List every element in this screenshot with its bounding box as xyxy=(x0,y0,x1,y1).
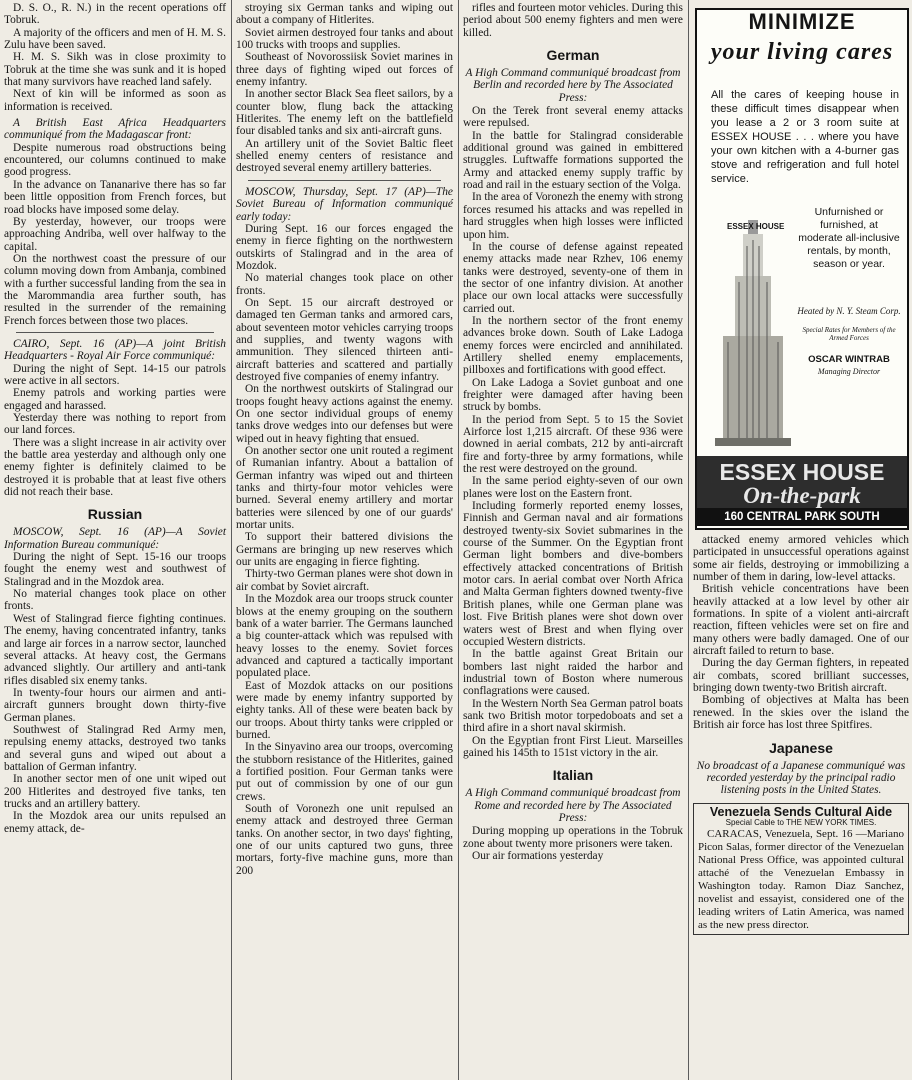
paragraph: In the period from Sept. 5 to 15 the Soviet Airforce lost 1,215 aircraft. Of these 936 were downed in aerial combats, 212 by anti-aircraft fire and forty-three by army formations, while the rest were destroyed on the ground. xyxy=(463,413,683,476)
paragraph: D. S. O., R. N.) in the recent operations off Tobruk. xyxy=(4,2,226,27)
dispatch-lead: A High Command communiqué broadcast from Berlin and recorded here by The Associated Press: xyxy=(465,67,681,104)
paragraph: During the night of Sept. 15-16 our troops fought the enemy west and southwest of Stalingrad and in the Mozdok area. xyxy=(4,551,226,588)
ad-banner-tagline: On-the-park xyxy=(743,483,861,508)
paragraph: In the same period eighty-seven of our own planes were lost on the Eastern front. xyxy=(463,475,683,500)
divider xyxy=(248,180,441,181)
paragraph: Our air formations yesterday xyxy=(472,850,604,862)
ad-tower-label: ESSEX HOUSE xyxy=(727,222,785,231)
ad-headline: MINIMIZE xyxy=(748,9,856,34)
ad-address: 160 CENTRAL PARK SOUTH xyxy=(697,508,907,526)
paragraph: On the Egyptian front First Lieut. Marseilles gained his 145th to 151st victory in the air. xyxy=(463,734,683,759)
section-heading-russian: Russian xyxy=(87,506,143,523)
paragraph: During mopping up operations in the Tobruk zone about twenty more prisoners were taken. xyxy=(463,825,683,850)
paragraph: By yesterday, however, our troops were approaching Andriba, well over halfway to the capital. xyxy=(4,215,226,253)
paragraph: No material changes took place on other fronts. xyxy=(236,272,453,297)
paragraph: rifles and fourteen motor vehicles. During this period about 500 enemy fighters and men were killed. xyxy=(463,2,683,39)
paragraph: Yesterday there was nothing to report from our land forces. xyxy=(4,412,226,437)
paragraph: attacked enemy armored vehicles which participated in unsuccessful operations against some air fields, destroying or immobilizing a number of them in daring, low-level attacks. xyxy=(693,534,909,584)
box-paragraph: CARACAS, Venezuela, Sept. 16 —Mariano Picon Salas, former director of the Venezuelan National Press Office, was appointed cultural attaché of the Venezuelan Embassy in Washington today. Ramon Diaz Sanchez, novelist and essayist, considered one of the leading writers of Latin America, was named as the new press director. xyxy=(698,827,904,931)
paragraph: H. M. S. Sikh was in close proximity to Tobruk at the time she was sunk and it is hoped that many survivors have reached land safely. xyxy=(4,51,226,89)
paragraph: In the northern sector of the front enemy advances broke down. South of Lake Ladoga enemy forces were encircled and annihilated. Artillery shelled enemy emplacements, pillboxes and fortifications with good effect. xyxy=(463,314,683,377)
paragraph: On Lake Ladoga a Soviet gunboat and one freighter were damaged after having been struck by bombs. xyxy=(463,376,683,414)
paragraph: A majority of the officers and men of H. M. S. Zulu have been saved. xyxy=(4,26,226,52)
paragraph: During the night of Sept. 14-15 our patrols were active in all sectors. xyxy=(4,362,226,387)
paragraph: Next of kin will be informed as soon as information is received. xyxy=(4,88,226,113)
paragraph: In the Sinyavino area our troops, overcoming the stubborn resistance of the Hitlerites, gained a fortified position. Four German tanks were put out of commission by one of our gun crews. xyxy=(236,741,453,803)
paragraph: British vehicle concentrations have been heavily attacked at a low level by other air formations. In spite of a violent anti-aircraft reaction, fifteen vehicles were set on fire and many others were badly damaged. One of our aircraft failed to return to base. xyxy=(693,583,909,658)
paragraph: In twenty-four hours our airmen and anti-aircraft gunners brought down thirty-five German planes. xyxy=(4,686,226,724)
paragraph: East of Mozdok attacks on our positions were made by enemy infantry supported by eighty tanks. All of these were beaten back by our troops. About thirty tanks were crippled or burned. xyxy=(236,679,453,741)
dispatch-lead: MOSCOW, Sept. 16 (AP)—A Soviet Information Bureau communiqué: xyxy=(4,526,226,551)
essex-house-advertisement xyxy=(695,8,909,530)
paragraph: On the Terek front several enemy attacks were repulsed. xyxy=(463,105,683,130)
column-3 xyxy=(458,0,686,1080)
paragraph: In the Western North Sea German patrol boats sank two British motor torpedoboats and set a third afire in a short naval skirmish. xyxy=(463,697,683,735)
dispatch-lead: MOSCOW, Thursday, Sept. 17 (AP)—The Soviet Bureau of Information communiqué early today: xyxy=(236,185,453,223)
paragraph: No material changes took place on other fronts. xyxy=(4,588,226,613)
section-heading-italian: Italian xyxy=(552,767,594,784)
paragraph: Southwest of Stalingrad Red Army men, repulsing enemy attacks, destroyed two tanks and several guns and wiped out about a battalion of German infantry. xyxy=(4,723,226,773)
box-credit: Special Cable to THE NEW YORK TIMES. xyxy=(725,817,877,827)
ad-subhead: your living cares xyxy=(710,39,894,65)
dispatch-lead: No broadcast of a Japanese communiqué was recorded yesterday by the principal radio listening posts in the United States. xyxy=(696,759,906,797)
paragraph: In the Mozdok area our troops struck counter blows at the enemy grouping on the southern bank of a water barrier. The Germans launched a big counter-attack which was repulsed with heavy losses to the enemy. Soviet forces advanced and captured a tactically important populated place. xyxy=(236,593,453,680)
paragraph: West of Stalingrad fierce fighting continues. The enemy, having concentrated infantry, tanks and large air forces in a narrow sector, launched several attacks. At heavy cost, the Germans advanced slightly. Our artillery and anti-tank rifles disabled six enemy tanks. xyxy=(4,612,226,687)
dispatch-lead: A High Command communiqué broadcast from Rome and recorded here by The Associated Press: xyxy=(465,787,681,824)
paragraph: During Sept. 16 our forces engaged the enemy in fierce fighting on the northwestern outskirts of Stalingrad and in the area of Mozdok. xyxy=(236,222,453,272)
paragraph: Southeast of Novorossiisk Soviet marines in three days of fighting wiped out forces of enemy infantry. xyxy=(236,51,453,89)
ad-manager-name: OSCAR WINTRAB xyxy=(808,354,890,365)
section-heading-japanese: Japanese xyxy=(769,739,833,756)
ad-special-rates: Special Rates for Members of the Armed Forces xyxy=(802,326,896,342)
paragraph: In the advance on Tananarive there has so far been little opposition from French forces, but road blocks have imposed some delay. xyxy=(4,178,226,216)
ad-body-text: All the cares of keeping house in these difficult times disappear when you lease a 2 or 3 room suite at ESSEX HOUSE . . . where you have your own kitchen with a 4-burner gas stove and refrigeration and full hotel service. xyxy=(711,89,899,185)
paragraph: In the area of Voronezh the enemy with strong forces resumed his attacks and was repelled in hard struggles when high losses were inflicted upon him. xyxy=(463,191,683,241)
paragraph: There was a slight increase in air activity over the battle area yesterday and although only one enemy fighter is definitely claimed to be destroyed it is probable that at least five others did not reach their base. xyxy=(4,436,226,499)
divider xyxy=(16,332,214,333)
paragraph: On the northwest outskirts of Stalingrad our troops fought heavy actions against the enemy. On one sector individual groups of enemy tanks drove wedges into our defenses but were wiped out in heavy fighting that ensued. xyxy=(236,383,453,445)
paragraph: Despite numerous road obstructions being encountered, our columns continued to make good progress. xyxy=(4,141,226,179)
venezuela-news-box xyxy=(693,803,909,935)
paragraph: An artillery unit of the Soviet Baltic fleet shelled enemy centers of resistance and destroyed several enemy artillery batteries. xyxy=(236,137,453,175)
dispatch-lead: CAIRO, Sept. 16 (AP)—A joint British Headquarters - Royal Air Force communiqué: xyxy=(4,337,226,363)
paragraph: Thirty-two German planes were shot down in air combat by Soviet aircraft. xyxy=(236,568,453,593)
ad-banner-name: ESSEX HOUSE xyxy=(719,459,885,485)
paragraph: South of Voronezh one unit repulsed an enemy attack and destroyed three German tanks. On another sector, in two days' fighting, one of our units captured two guns, three mortars, forty-five machine guns, more than 200 xyxy=(236,803,453,877)
paragraph: Bombing of objectives at Malta has been renewed. In the skies over the island the British air force has lost three Spitfires. xyxy=(693,694,909,732)
paragraph: In the course of defense against repeated enemy attacks made near Rzhev, 106 enemy tanks were destroyed, seventy-one of them in the sector of one infantry division. At another place our own local attacks were successfully carried out. xyxy=(463,240,683,315)
ad-rentals-text: Unfurnished or furnished, at moderate all-inclusive rentals, by month, season or year. xyxy=(798,206,900,270)
paragraph: On another sector one unit routed a regiment of Rumanian infantry. About a battalion of German infantry was wiped out and thirteen tanks and thirty-four motor vehicles were burned. Several enemy artillery and mortar batteries were silenced by one of our guards' mortar units. xyxy=(236,445,453,532)
paragraph: In the battle for Stalingrad considerable additional ground was gained in embittered struggles. Luftwaffe formations supported the Army and attacked enemy supply traffic by road and rail in the estuary section of the Volga. xyxy=(463,129,683,192)
box-headline: Venezuela Sends Cultural Aide xyxy=(709,804,893,819)
paragraph: Soviet airmen destroyed four tanks and about 100 trucks with troops and supplies. xyxy=(236,26,453,52)
skyscraper-illustration-icon xyxy=(715,216,791,446)
paragraph: In the Mozdok area our units repulsed an enemy attack, de- xyxy=(4,810,226,835)
paragraph: In another sector Black Sea fleet sailors, by a counter blow, flung back the attacking Hitlerites. The enemy left on the battlefield four disabled tanks and six anti-aircraft guns. xyxy=(236,88,453,138)
ad-heated-text: Heated by N. Y. Steam Corp. xyxy=(797,306,901,316)
column-4 xyxy=(688,0,912,1080)
paragraph: stroying six German tanks and wiping out about a company of Hitlerites. xyxy=(236,2,453,27)
paragraph: On the northwest coast the pressure of our column moving down from Ambanja, combined with a further successful landing from the sea in the Marommandia area further south, has resulted in the surrender of the remaining French forces between those two places. xyxy=(4,252,226,327)
paragraph: During the day German fighters, in repeated air combats, scored brilliant successes, bringing down twenty-two British aircraft. xyxy=(693,657,909,695)
paragraph: In another sector men of one unit wiped out 200 Hitlerites and destroyed five tanks, ten trucks and an artillery battery. xyxy=(4,773,226,810)
paragraph: Enemy patrols and working parties were engaged and harassed. xyxy=(4,387,226,412)
section-heading-german: German xyxy=(546,47,600,64)
paragraph: Including formerly reported enemy losses, Finnish and German naval and air formations destroyed twenty-six Soviet submarines in the course of the Summer. On the Egyptian front German light bombers and dive-bombers effectively attacked concentrations of British motor cars. In aerial combat over North Africa and Malta German fighters downed twenty-five British planes, while one German plane was lost. Five British planes were shot down over waters west of Brest and when flying over occupied Western districts. xyxy=(463,500,683,648)
paragraph: On Sept. 15 our aircraft destroyed or damaged ten German tanks and armored cars, about seventeen motor vehicles carrying troops and supplies, and twenty wagons with ammunition. They silenced thirteen anti-aircraft batteries and scattered and partially destroyed five companies of enemy infantry. xyxy=(236,296,453,383)
column-1 xyxy=(0,0,229,1080)
paragraph: To support their battered divisions the Germans are bringing up new reserves which our units are engaging in fierce fighting. xyxy=(236,531,453,569)
column-2 xyxy=(231,0,456,1080)
dispatch-lead: A British East Africa Headquarters communiqué from the Madagascar front: xyxy=(4,117,226,142)
ad-banner xyxy=(697,456,907,510)
paragraph: In the battle against Great Britain our bombers last night raided the harbor and industrial town of Boston where numerous conflagrations were caused. xyxy=(463,648,683,698)
ad-manager-title: Managing Director xyxy=(817,367,881,376)
